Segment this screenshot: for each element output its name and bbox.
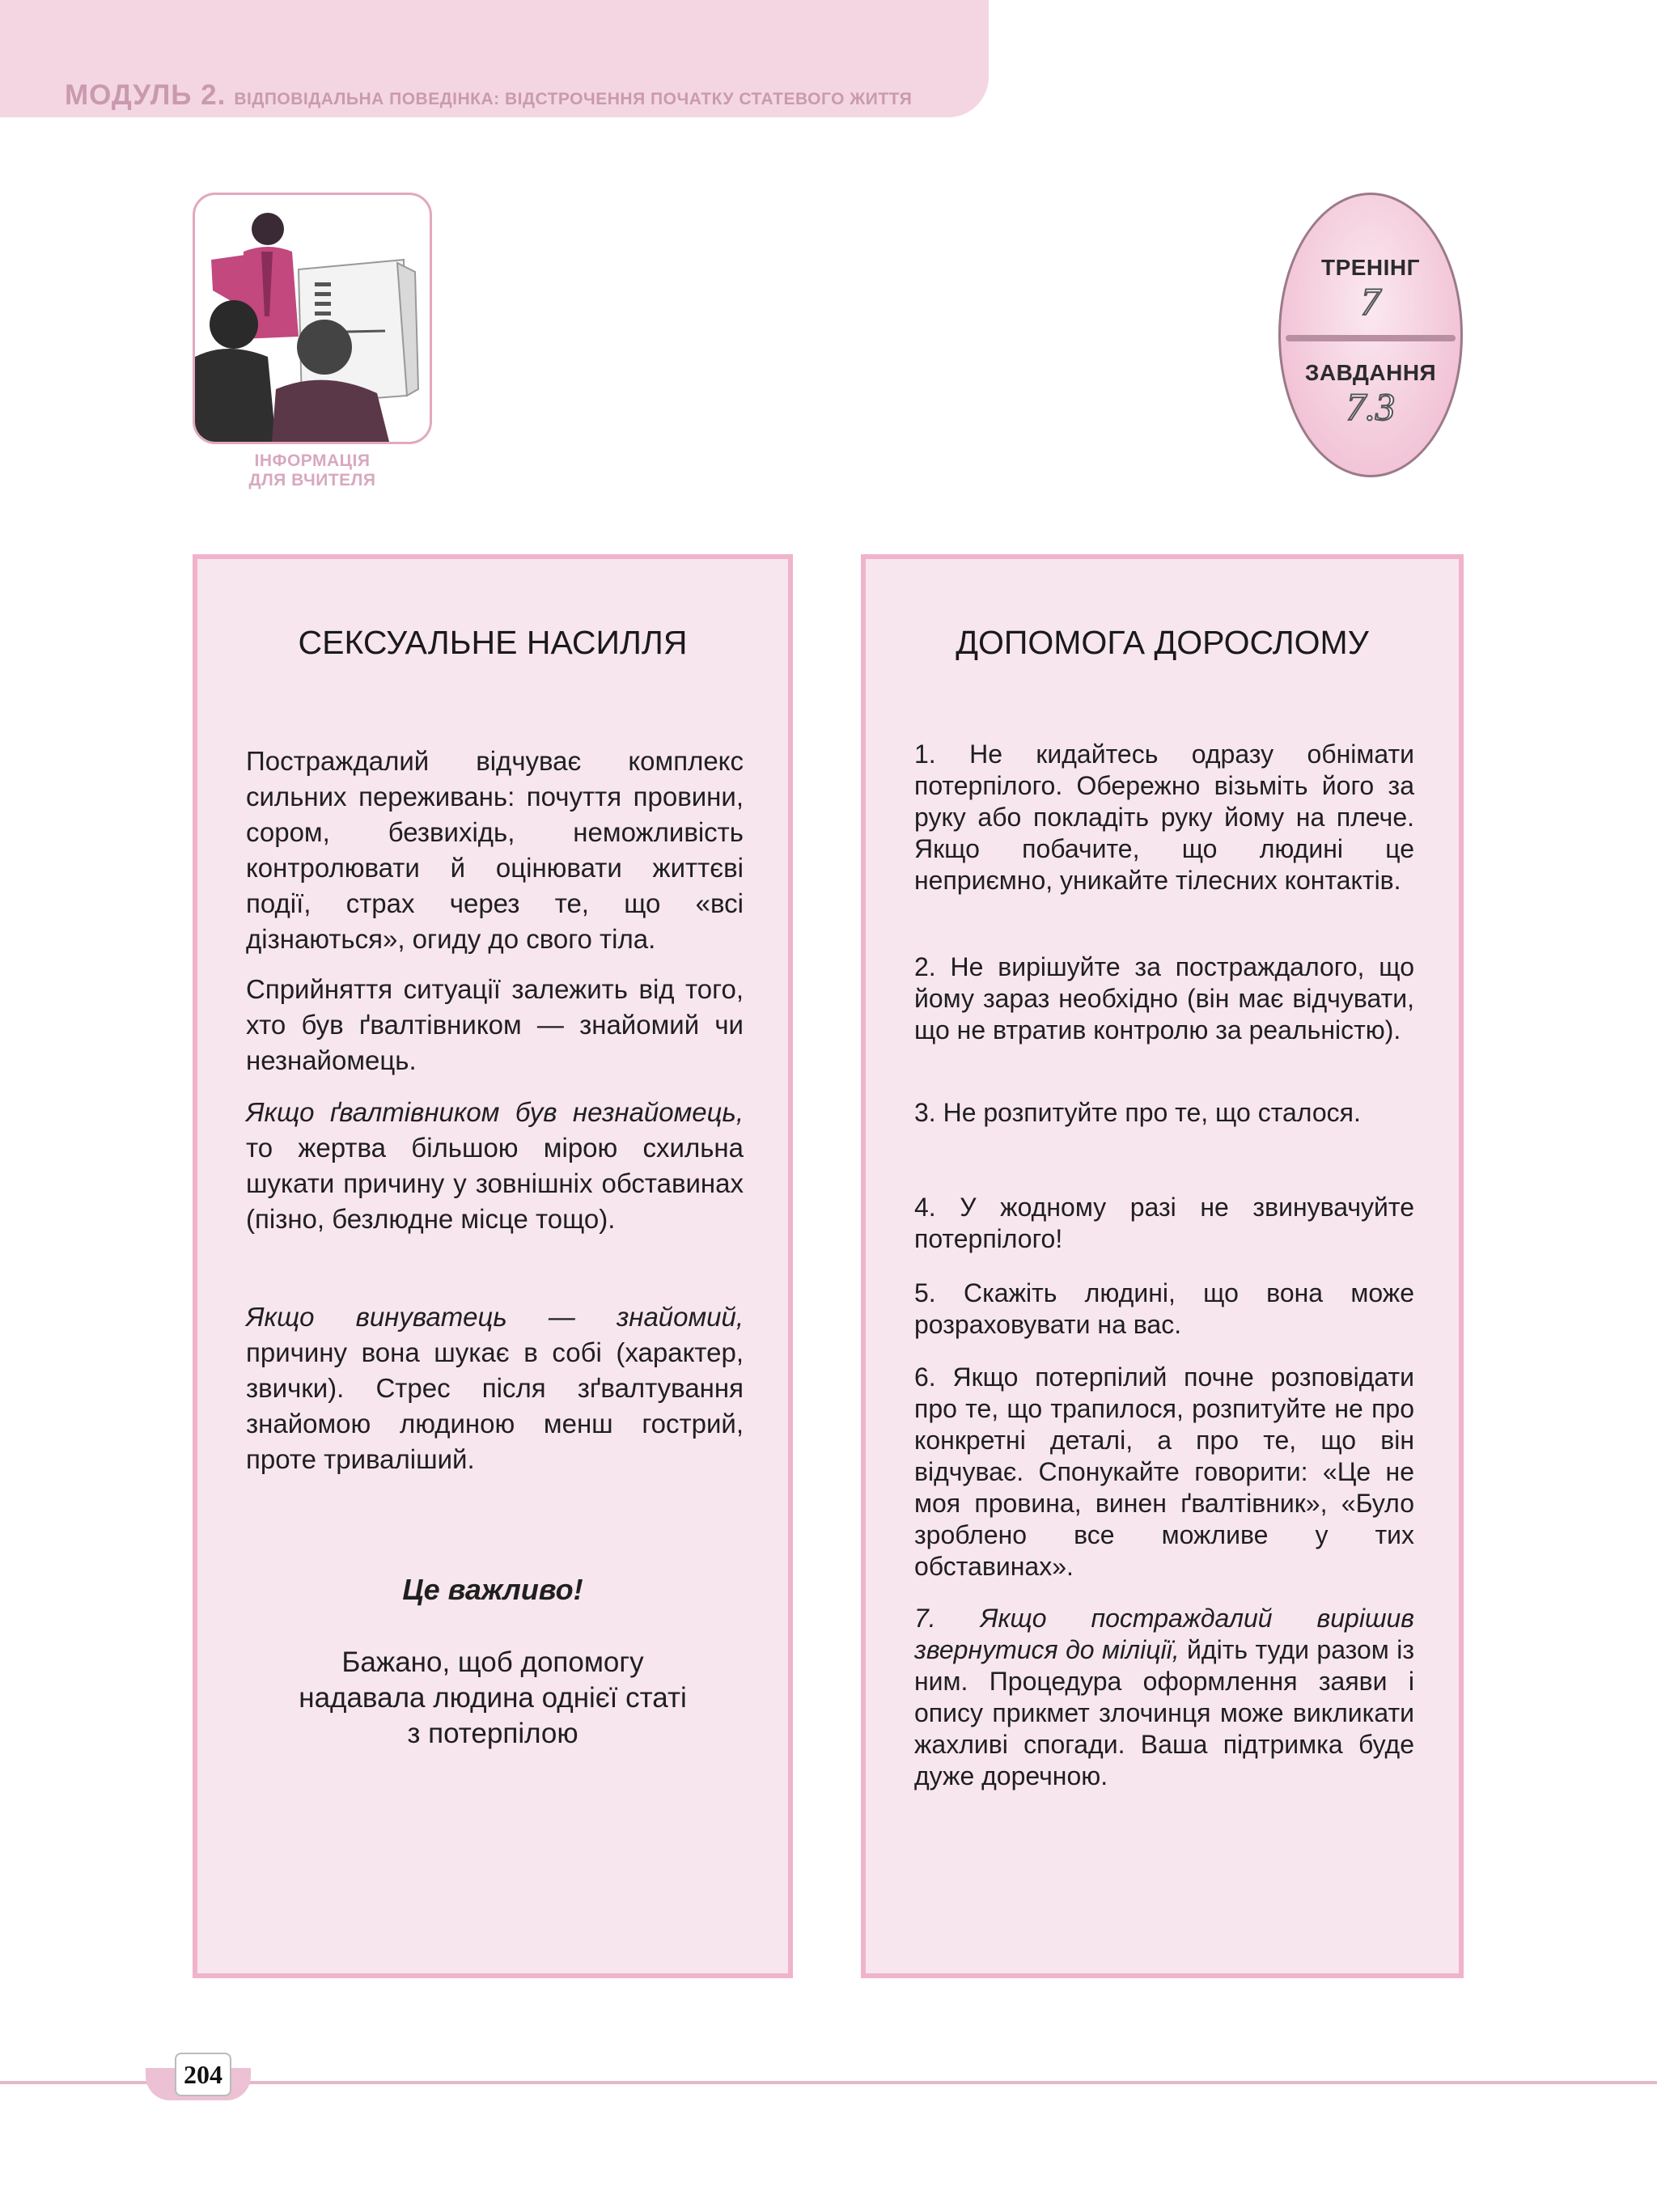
training-number: 7 — [1361, 281, 1380, 324]
training-task-badge — [1278, 193, 1463, 477]
paragraph-perception: Сприйняття ситуації залежить від того, хто був ґвалтівником — знайомий чи незнайомець. — [246, 974, 744, 1075]
info-for-teacher-label — [193, 451, 432, 490]
badge-divider — [1286, 335, 1456, 341]
presenter-illustration — [195, 195, 430, 442]
important-title: Це важливо! — [402, 1573, 583, 1606]
paragraph-stranger — [246, 1095, 744, 1237]
paragraph-feelings: Постраждалий відчуває комплекс сильних переживань: почуття провини, сором, безвихідь, неможливість контролювати й оцінювати життєві події, страх через те, що «всі дізнаються», огиду до свого тіла. — [246, 746, 744, 954]
help-item-6: 6. Якщо потерпілий почне розповідати про те, що трапилося, розпитуйте не про конкретні деталі, а про те, що він відчуває. Спонукайте говорити: «Це не моя провина, винен ґвалтівник», «Було зроблено все можливе у тих обставинах». — [914, 1362, 1414, 1581]
module-subtitle: ВІДПОВІДАЛЬНА ПОВЕДІНКА: ВІДСТРОЧЕННЯ ПОЧАТКУ СТАТЕВОГО ЖИТТЯ — [234, 90, 913, 108]
info-label-line2: ДЛЯ ВЧИТЕЛЯ — [248, 471, 376, 489]
help-item-3: 3. Не розпитуйте про те, що сталося. — [914, 1098, 1361, 1127]
important-line1: Бажано, щоб допомогу — [341, 1646, 644, 1678]
running-header — [65, 79, 912, 112]
help-item-4: 4. У жодному разі не звинувачуйте потерпілого! — [914, 1193, 1414, 1253]
acquaintance-text: причину вона шукає в собі (характер, звички). Стрес після зґвалтування знайомою людиною менш гострий, проте триваліший. — [246, 1337, 744, 1474]
help-item-7 — [914, 1603, 1414, 1792]
page-number: 204 — [175, 2053, 231, 2096]
important-text — [197, 1645, 788, 1752]
sexual-violence-panel — [193, 554, 793, 1978]
task-number: 7.3 — [1346, 386, 1395, 429]
adult-help-panel — [861, 554, 1464, 1978]
important-line2: надавала людина однієї статі — [299, 1682, 687, 1714]
training-label: ТРЕНІНГ — [1320, 255, 1421, 280]
help-item-7-emphasis: 7. Якщо постраждалий вирішив звернутися до міліції, — [914, 1604, 1414, 1664]
task-label: ЗАВДАННЯ — [1304, 360, 1437, 385]
help-item-2: 2. Не вирішуйте за постраждалого, що йому зараз необхідно (він має відчувати, що не втратив контролю за реальністю). — [914, 952, 1414, 1045]
panel-title: ДОПОМОГА ДОРОСЛОМУ — [956, 624, 1369, 661]
module-label: МОДУЛЬ 2. — [65, 79, 227, 111]
panel-title: СЕКСУАЛЬНЕ НАСИЛЛЯ — [298, 624, 688, 661]
help-item-1: 1. Не кидайтесь одразу обнімати потерпілого. Обережно візьміть його за руку або покладіть руку йому на плече. Якщо побачите, що людині це неприємно, уникайте тілесних контактів. — [914, 739, 1414, 895]
teacher-info-illustration — [193, 193, 432, 444]
info-label-line1: ІНФОРМАЦІЯ — [254, 451, 371, 470]
important-line3: з потерпілою — [407, 1718, 578, 1749]
acquaintance-emphasis: Якщо винуватець — знайомий, — [246, 1302, 744, 1332]
paragraph-acquaintance — [246, 1299, 744, 1477]
help-item-7-text: йдіть туди разом із ним. Процедура оформлення заяви і опису прикмет злочинця може викликати жахливі спогади. Ваша підтримка буде дуже доречною. — [914, 1635, 1414, 1790]
stranger-emphasis: Якщо ґвалтівником був незнайомець, — [246, 1097, 744, 1127]
stranger-text: то жертва більшою мірою схильна шукати причину у зовнішніх обставинах (пізно, безлюдне місце тощо). — [246, 1133, 744, 1234]
help-item-5: 5. Скажіть людині, що вона може розраховувати на вас. — [914, 1278, 1414, 1339]
